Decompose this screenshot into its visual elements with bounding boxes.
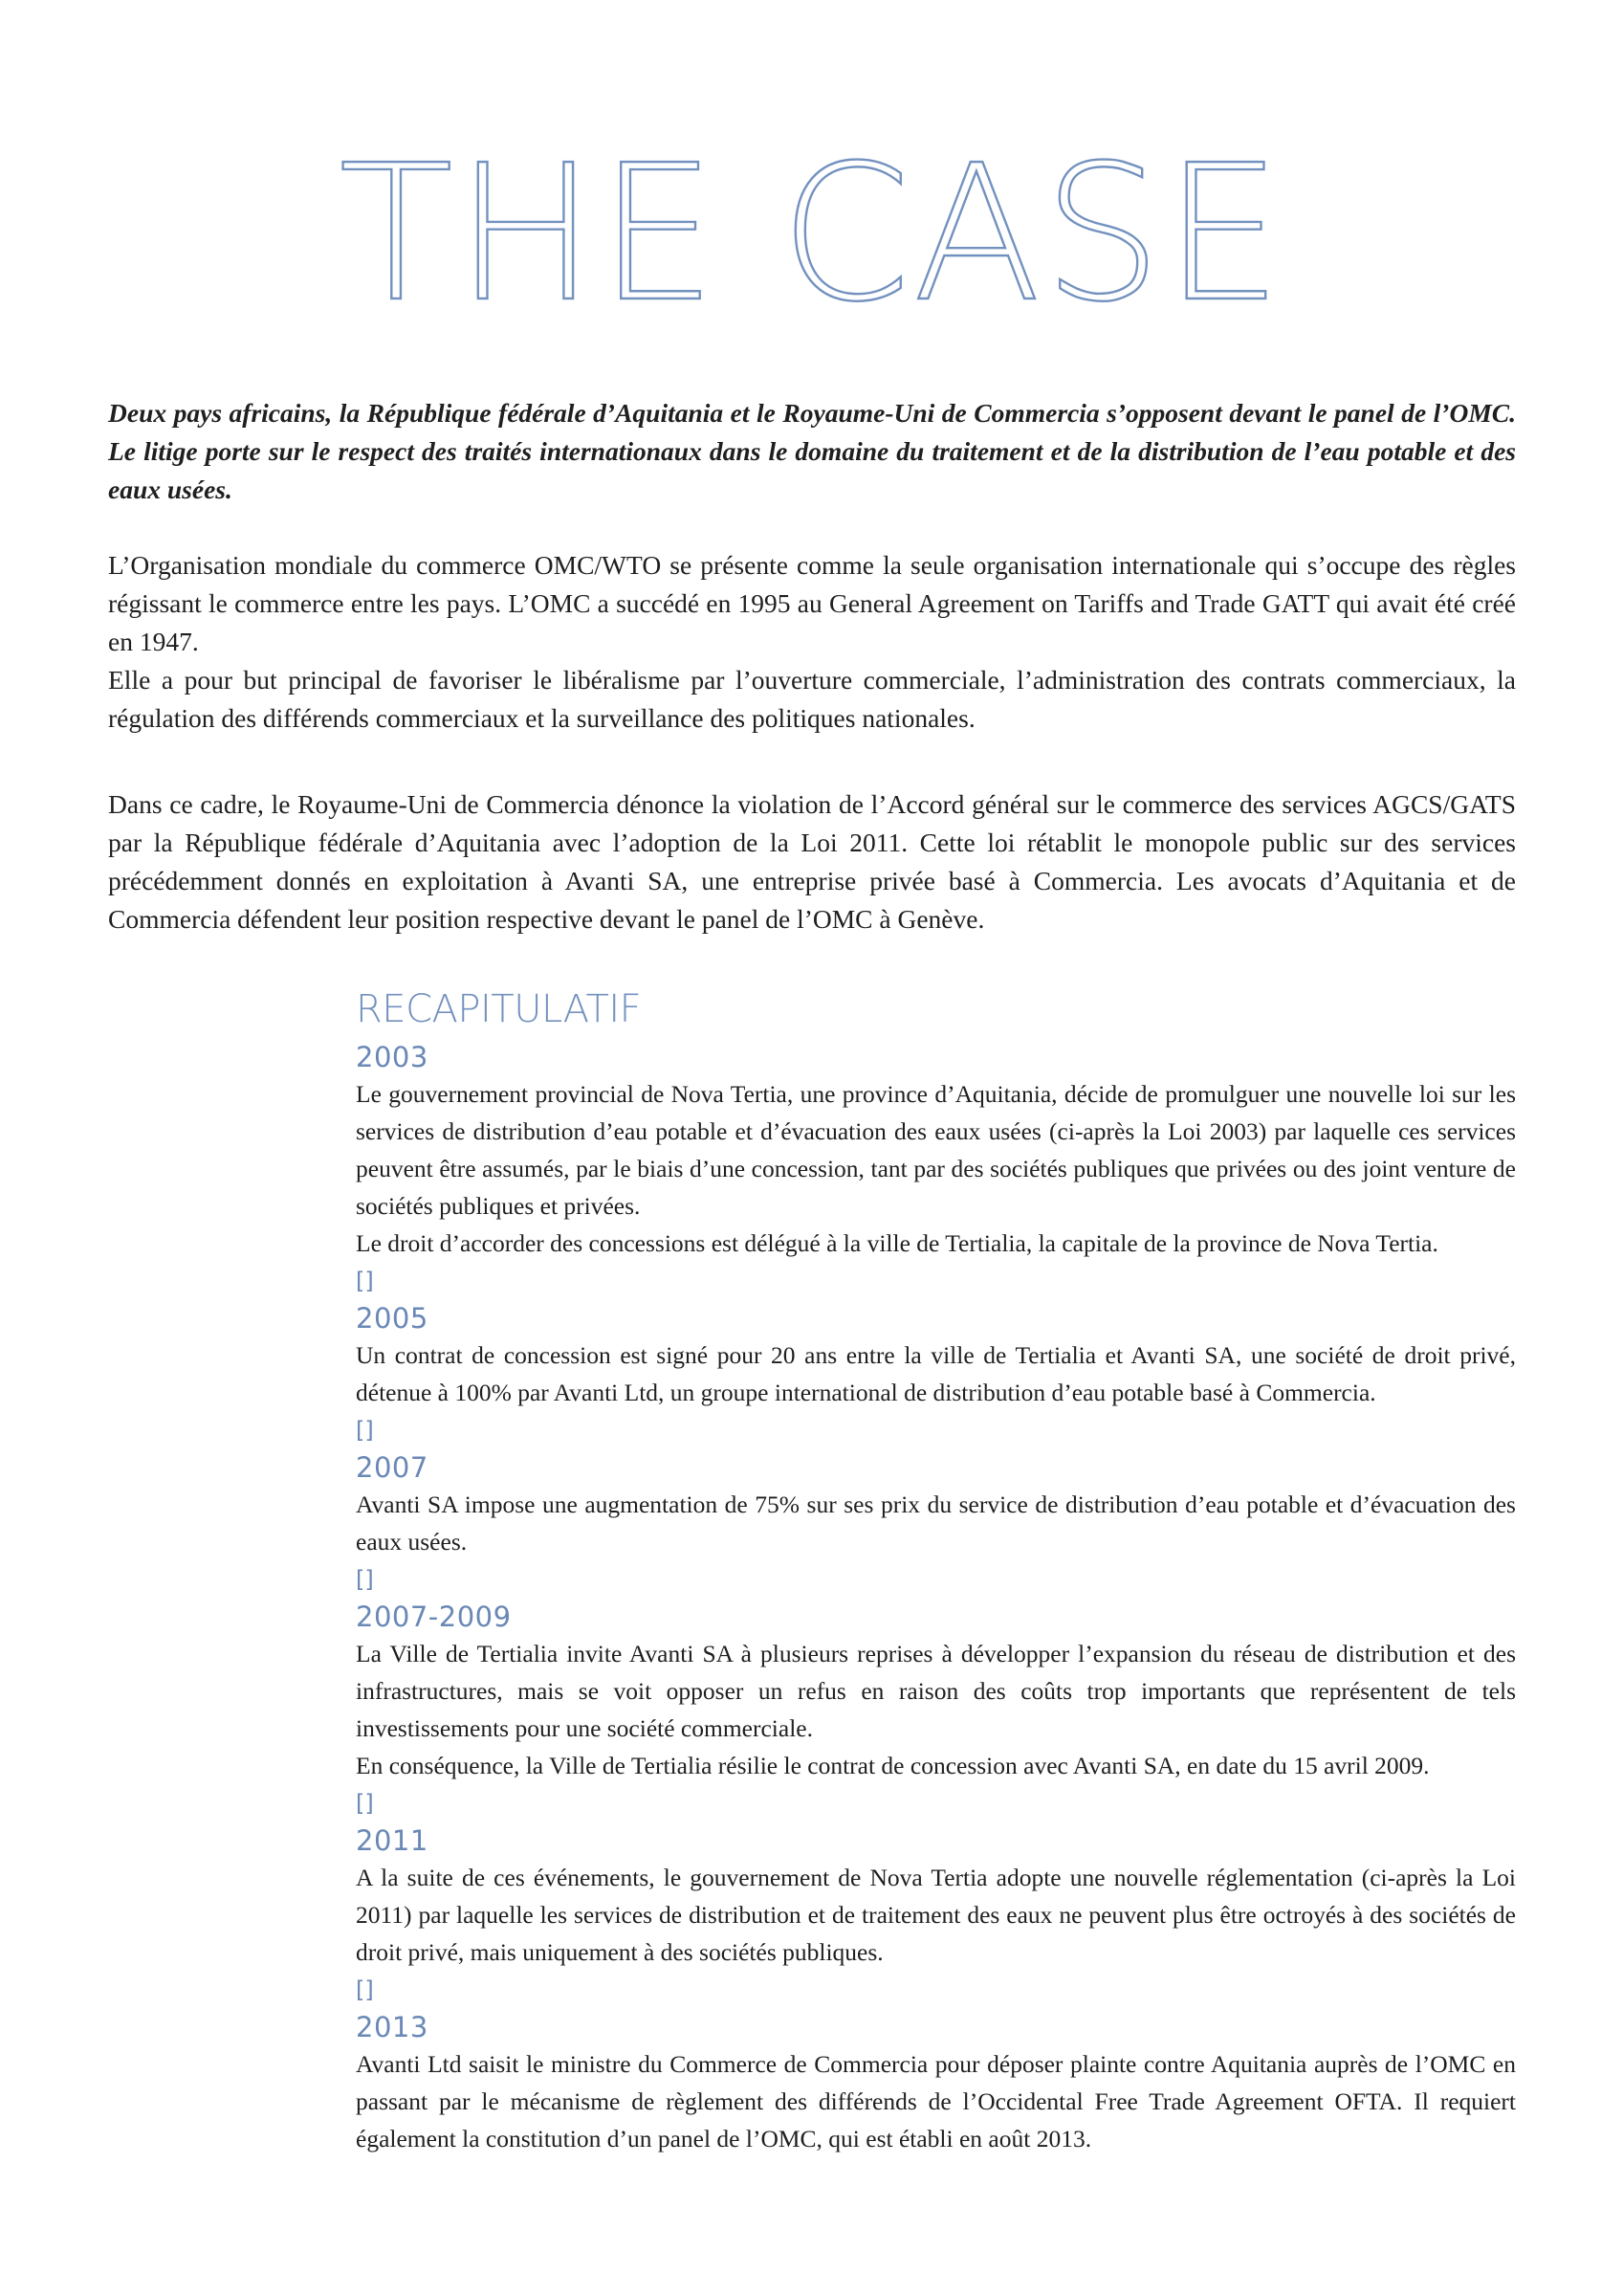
page-title: THE CASE [339,125,1284,343]
ellipsis-marker: [] [356,1976,374,2003]
recap-section [356,985,1516,2157]
timeline-year: 2013 [356,2011,428,2043]
intro-sentence-2: Elle a pour but principal de favoriser le libéralisme par l’ouverture commerciale, l’administration des contrats commerciaux, la régulation des différends commerciaux et la surveillance des politiques nationales. [108,665,1516,733]
timeline-entry-2013 [356,2009,1516,2157]
timeline-text: Le droit d’accorder des concessions est délégué à la ville de Tertialia, la capitale de la province de Nova Tertia. [356,1229,1438,1257]
ellipsis-marker: [] [356,1268,374,1294]
ellipsis-marker: [] [356,1790,374,1817]
timeline-text: Un contrat de concession est signé pour 20 ans entre la ville de Tertialia et Avanti SA, une société de droit privé, détenue à 100% par Avanti Ltd, un groupe international de distribution d’eau potable basé à Commercia. [356,1341,1516,1406]
timeline-entry-2007-2009 [356,1599,1516,1822]
timeline-entry-2011 [356,1822,1516,2009]
timeline-entry-2007 [356,1449,1516,1599]
recap-title: RECAPITULATIF [356,987,642,1031]
ellipsis-marker: [] [356,1417,374,1444]
ellipsis-marker: [] [356,1566,374,1593]
timeline-text: Avanti Ltd saisit le ministre du Commerce de Commercia pour déposer plainte contre Aquitania auprès de l’OMC en passant par le mécanisme de règlement des différends de l’Occidental Free Trade Agreement OFTA. Il requiert également la constitution d’un panel de l’OMC, qui est établi en août 2013. [356,2050,1516,2152]
timeline-year: 2007 [356,1451,428,1484]
timeline-text: La Ville de Tertialia invite Avanti SA à plusieurs reprises à développer l’expansion du réseau de distribution et des infrastructures, mais se voit opposer un refus en raison des coûts trop importants que représentent de tels investissements pour une société commerciale. [356,1640,1516,1742]
timeline-entry-2003 [356,1039,1516,1300]
context-paragraph: Dans ce cadre, le Royaume-Uni de Commercia dénonce la violation de l’Accord général sur le commerce des services AGCS/GATS par la République fédérale d’Aquitania avec l’adoption de la Loi 2011. Cette loi rétablit le monopole public sur des services précédemment donnés en exploitation à Avanti SA, une entreprise privée basé à Commercia. Les avocats d’Aquitania et de Commercia défendent leur position respective devant le panel de l’OMC à Genève. [108,789,1516,934]
timeline-text: Le gouvernement provincial de Nova Tertia, une province d’Aquitania, décide de promulguer une nouvelle loi sur les services de distribution d’eau potable et d’évacuation des eaux usées (ci-après la Loi 2003) par laquelle ces services peuvent être assumés, par le biais d’une concession, tant par des sociétés publiques que privées ou des joint venture de sociétés publiques et privées. [356,1080,1516,1220]
timeline-year: 2003 [356,1041,428,1073]
timeline-year: 2005 [356,1302,428,1335]
intro-sentence-1: L’Organisation mondiale du commerce OMC/WTO se présente comme la seule organisation internationale qui s’occupe des règles régissant le commerce entre les pays. L’OMC a succédé en 1995 au General Agreement on Tariffs and Trade GATT qui avait été créé en 1947. [108,550,1516,656]
timeline-text: En conséquence, la Ville de Tertialia résilie le contrat de concession avec Avanti SA, en date du 15 avril 2009. [356,1752,1430,1779]
lead-paragraph: Deux pays africains, la République fédérale d’Aquitania et le Royaume-Uni de Commercia s’opposent devant le panel de l’OMC. Le litige porte sur le respect des traités internationaux dans le domaine du traitement et de la distribution de l’eau potable et des eaux usées. [108,398,1516,504]
timeline-year: 2011 [356,1824,428,1857]
timeline-year: 2007-2009 [356,1601,512,1633]
timeline-entry-2005 [356,1300,1516,1449]
timeline-text: Avanti SA impose une augmentation de 75% sur ses prix du service de distribution d’eau potable et d’évacuation des eaux usées. [356,1490,1516,1556]
intro-paragraph-omc [108,546,1516,738]
timeline-text: A la suite de ces événements, le gouvernement de Nova Tertia adopte une nouvelle réglementation (ci-après la Loi 2011) par laquelle les services de distribution et de traitement des eaux ne peuvent plus être octroyés à des sociétés de droit privé, mais uniquement à des sociétés publiques. [356,1864,1516,1966]
